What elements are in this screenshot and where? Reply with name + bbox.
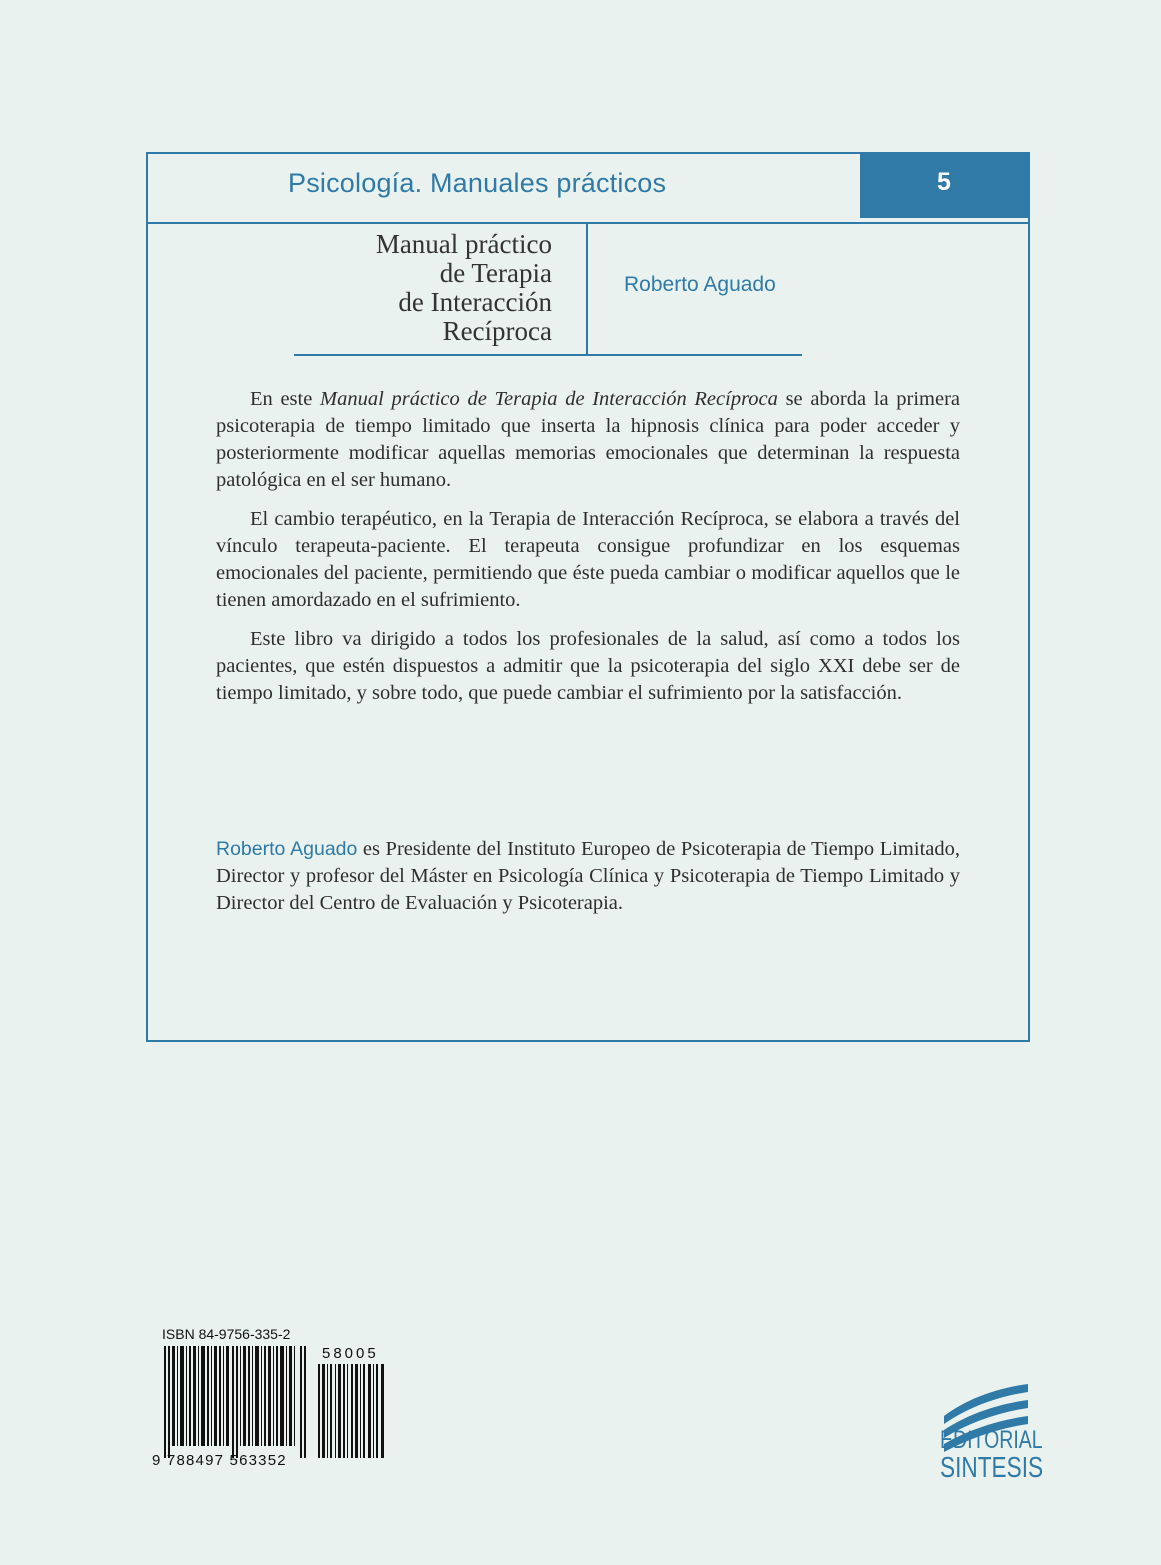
- series-title: Psicología. Manuales prácticos: [288, 168, 667, 198]
- series-header: [148, 154, 1028, 224]
- back-cover-frame: [146, 152, 1030, 1042]
- bio-text: es Presidente del Instituto Europeo de Psicoterapia de Tiempo Limitado, Director y profesor del Máster en Psicología Clínica y Psicoterapia de Tiempo Limitado y Director del Centro de Evaluación y Psicoterapia.: [216, 838, 960, 914]
- title-line: Recíproca: [442, 316, 552, 346]
- title-line: de Terapia: [439, 258, 552, 288]
- title-line: de Interacción: [398, 287, 552, 317]
- blurb-p1-start: En este: [250, 388, 321, 410]
- bio-author-name: Roberto Aguado: [216, 838, 358, 860]
- publisher-line-2: SINTESIS: [940, 1452, 1044, 1484]
- blurb-paragraph-2: El cambio terapéutico, en la Terapia de Interacción Recíproca, se elabora a través del vínculo terapeuta-paciente. El terapeuta consigue profundizar en los esquemas emocionales del paciente, permitiendo que éste pueda cambiar o modificar aquellos que le tienen amordazado en el sufrimiento.: [216, 508, 960, 611]
- barcode-digits: 9 788497 563352: [152, 1452, 287, 1469]
- isbn-label: ISBN 84-9756-335-2: [162, 1326, 291, 1342]
- blurb-paragraph-1: [216, 386, 960, 494]
- author-bio: [216, 836, 960, 917]
- barcode-addon-digits: 58005: [322, 1345, 379, 1362]
- publisher-line-1: EDITORIAL: [940, 1426, 1043, 1454]
- title-line: Manual práctico: [375, 229, 552, 259]
- author-block: [588, 222, 802, 356]
- blurb-p1-end: se aborda la primera psicoterapia de tiempo limitado que inserta la hipnosis clínica para poder acceder y posteriormente modificar aquellas memorias emocionales que determinan la respuesta patológica en el ser humano.: [216, 388, 960, 491]
- series-number-box: [860, 154, 1028, 218]
- barcode-addon: [318, 1364, 386, 1458]
- book-title: [294, 222, 588, 356]
- blurb: [216, 386, 960, 719]
- blurb-paragraph-3: Este libro va dirigido a todos los profesionales de la salud, así como a todos los pacientes, que estén dispuestos a admitir que la psicoterapia del siglo XXI debe ser de tiempo limitado, y sobre todo, que puede cambiar el sufrimiento por la satisfacción.: [216, 628, 960, 704]
- blurb-p1-book-title: Manual práctico de Terapia de Interacción Recíproca: [320, 388, 778, 410]
- barcode-ean13: [164, 1346, 306, 1458]
- series-number: 5: [937, 168, 951, 196]
- author-name: Roberto Aguado: [624, 273, 776, 296]
